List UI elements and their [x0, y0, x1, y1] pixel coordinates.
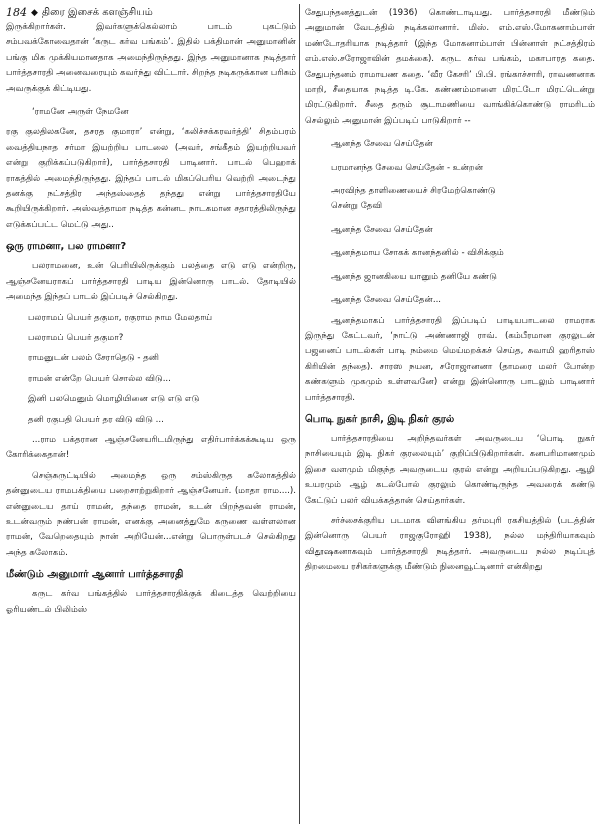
paragraph: செஞ்சுருட்டியில் அமைந்த ஒரு சம்ஸ்கிருத சுலோகத்தில் தன்னுடைய ராமபக்தியை பறைசாற்றுகிறார் ஆஞ்சனேயர். (மாதா ராம....). என்னுடைய தாய் ராமன், தந்தை ராமன், உடன் பிறந்தவன் ராமன், உடன்வரும் நண்பன் ராமன், எனக்கு அனைத்துமே கருணை வள்ளலான ராமன், வேறெதையும் நான் அறியேன்...என்று பொருள்படச் செல்கிறது அந்த சுலோகம். [6, 470, 296, 558]
diamond-icon: ◆ [31, 8, 38, 18]
verse-line: ஆனந்த சேவை செய்தேன்... [331, 295, 442, 306]
verse-line: அரவிந்த தாளிணையைச் சிரமேற்கொண்டு [331, 186, 496, 197]
paragraph: பலராமனை, உன் பெரியிலிருக்கும் பலத்தை எடு எடு என்றிரு, ஆஞ்சனேயராகப் பார்த்தசாரதி பாடிய இன்னொரு பாடல். தோடியில் அமைந்த இந்தப் பாடல் இப்படிச் செல்கிறது. [6, 261, 296, 303]
verse-line: ஆனந்தமாய சோகக் கானந்தனில் - விசிக்கும் [331, 248, 504, 259]
song-title: ‘ராமனே அருள் நேமனே [32, 107, 129, 118]
section-heading: ஒரு ராமனா, பல ராமனா? [6, 241, 127, 253]
paragraph: சர்ச்சைக்குரிய படமாக விளங்கிய தர்மபுரி ரகசியத்தில் (படத்தின் இன்னொரு பெயர் ராஜகுரோஹி 1938), நல்ல மந்திரியாகவும் விதூஷகனாகவும் பார்த்தசாரதி நடித்தார். அவருடைய நல்ல நடிப்புத் திறமையை ரசிகர்களுக்கு மீண்டும் நினைவூட்டினார் என்கிறது [305, 515, 595, 573]
paragraph: சேதுபந்தனத்துடன் (1936) கொண்டாடியது. பார்த்தசாரதி மீண்டும் அனுமான் வேடத்தில் நடிக்கலானார். மிஸ். எம்.எஸ்.மோகனாம்பாள் மண்டோதரியாக நடித்தார் (இந்த மோகனாம்பாள் பின்னாள் நட்சத்திரம் எம்.எஸ்.சரோஜாவின் தமக்கை). கருட கர்வ பங்கம், மகாபாரத கதை. சேதுபந்தனம் ராமாயண கதை. ‘வீர கேசரி’ பி.பி. ரங்காச்சாரி, ராவணனாக மாறி, சீதையாக நடித்த டி.கே. கண்ணம்மாளை மிரட்டோ மிரட்டென்று மிரட்டுகிறார். சீதை தரும் சூடாமணியை வாங்கிக்கொண்டு ராமரிடம் செல்லும் அனுமான் இப்படிப் பாடுகிறார் -- [305, 8, 595, 126]
paragraph: இருக்கிறார்கள். இவர்களுக்கெல்லாம் பாடம் புகட்டும் சம்பவக்கோவைதான் ‘கருட கர்வ பங்கம்’. இதில் பக்திமான் அனுமானின் பங்கு மிக முக்கியமானதாக அமைந்திருந்தது. இந்த அனுமானாக நடித்தார் பார்த்தசாரதி அனைவரையும் கவர்ந்து விட்டார். சிறந்த நடிகருக்கான பரிசும் அவருக்குக் கிட்டியது. [6, 22, 296, 94]
right-column [305, 6, 595, 824]
paragraph: பார்த்தசாரதியை அறிந்தவர்கள் அவருடைய ‘பொடி நுகர் நாசியையும் இடி நிகர் குரலையும்’ குறிப்பிடுகிறார்கள். கனபரிமாணமும் இசை வளமும் மிகுந்த அவருடைய குரல் என்று அறியப்படுகிறது. ஆழி உயரமும் ஆழ் கடல்போல் குரலும் கொண்டிருந்த அவரைக் கண்டு கேட்டுப் பலர் வியக்கத்தான் செய்தார்கள். [305, 433, 595, 506]
verse-line: ஆனந்த சேவை செய்தேன் [331, 139, 433, 150]
verse-line: சென்று தேவி [331, 201, 383, 212]
book-title: திரை இசைக் களஞ்சியம் [41, 7, 153, 18]
verse-line: பலராமப் பெயர் தகுமா? [28, 332, 124, 343]
verse-line: ராமன் என்றே பெயர் சொல்ல விடு... [28, 373, 171, 384]
page-number: 184 [6, 6, 27, 19]
verse-line: ஆனந்த சேவை செய்தேன் [331, 224, 433, 235]
paragraph: ...ராம பக்தரான ஆஞ்சனேயரிடமிருந்து எதிர்பார்க்கக்கூடிய ஒரு கோரிக்கைதான்! [6, 434, 296, 461]
column-divider [299, 4, 300, 824]
section-heading: மீண்டும் அனுமார் ஆனார் பார்த்தசாரதி [6, 569, 184, 581]
left-column [6, 6, 296, 824]
paragraph: ஆனந்தமாகப் பார்த்தசாரதி இப்படிப் பாடியபாடலை ராமராக இருந்து கேட்டவர், ‘நாட்டு அண்ணாஜி ராவ். (கம்பீரமான குரலுடன் பஜனைப் பாடல்கள் பாடி நம்மை மெய்மறக்கச் செய்த, சுவாமி ஹரிதாஸ் கிரியின் தந்தை). சாரஸ நயன, சரோஜானனா (தாமரை மலர் போன்ற கண்களும் முகமும் உள்ளவனே) என்று இன்னொரு பாடலும் பாடினார் பார்த்தசாரதி. [305, 315, 595, 403]
running-head [6, 6, 296, 20]
verse-line: பலராமப் பெயர் தகுமா, ரகுராம நாம மேலதாய் [28, 312, 213, 323]
section-heading: பொடி நுகர் நாசி, இடி நிகர் குரல் [305, 413, 455, 425]
verse-line: தனி ரகுபதி பெயர் தர விடு விடு ... [28, 414, 164, 425]
verse-line: ஆனந்த ஜானகியை யானும் தனியே கண்டு [331, 271, 497, 282]
verse-line: ராமனுடன் பலம் சேராதெடு - தனி [28, 353, 160, 364]
verse-line: இனி பலமெனும் மொழியினை எடு எடு எடு [28, 394, 200, 405]
verse-line: பரமானந்த சேவை செய்தேன் - உன்றன் [331, 162, 484, 173]
paragraph: ரகு குலதிலகனே, தசரத குமாரா’ என்று, ‘கலிச்சக்கரவர்த்தி’ சிதம்பரம் வைத்தியநாத சர்மா இயற்றிய பாடலை (அவர், சங்கீதம் இயற்றியவர் என்று குறிக்கப்படுகிறார்), பார்த்தசாரதி பாடினார். பாடல் பெஹாக் ராகத்தில் அமைந்திருந்தது. இந்தப் பாடல் மிகப்பெரிய வெற்றி அடைந்து தனக்கு நட்சத்திர அந்தஸ்தைத் தந்தது என்று பார்த்தசாரதியே கூறியிருக்கிறார். அஸ்வத்தாமா நடித்த கன்னட நாடகமான சதாரத்திலிருந்து எடுக்கப்பட்ட மெட்டு அது.. [6, 127, 296, 230]
paragraph: கருட கர்வ பங்கத்தில் பார்த்தசாரதிக்குக் கிடைத்த வெற்றியை ஓரியண்டல் பிலிம்ஸ் [6, 589, 296, 615]
